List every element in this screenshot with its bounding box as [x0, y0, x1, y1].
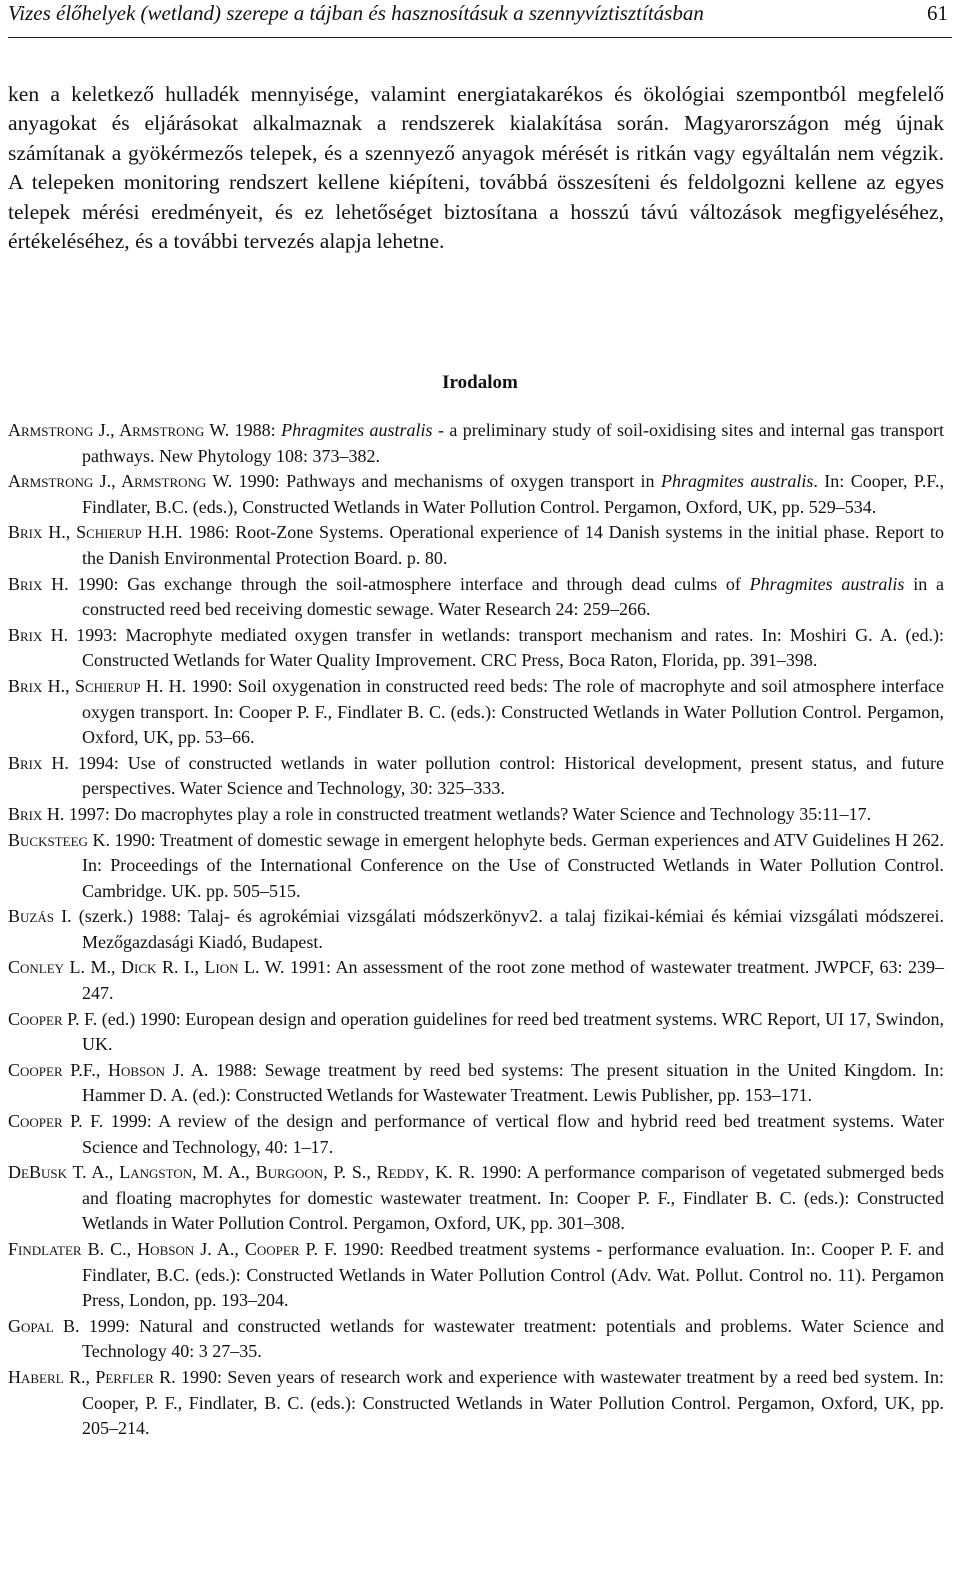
reference-authors: Brix H. — [8, 624, 69, 645]
references-list — [8, 418, 944, 1442]
reference-item — [8, 1237, 944, 1314]
reference-authors: Gopal B. — [8, 1315, 80, 1336]
reference-authors: Conley L. M., Dick R. I., Lion L. W. — [8, 957, 285, 978]
reference-authors: Cooper P. F. — [8, 1008, 98, 1029]
reference-authors: Buzás I. — [8, 906, 72, 927]
reference-authors: Brix H. — [8, 752, 69, 773]
reference-authors: Armstrong J., Armstrong W. — [8, 420, 230, 440]
reference-authors: Bucksteeg K. — [8, 829, 110, 850]
reference-item — [8, 572, 944, 623]
reference-authors: Brix H. — [8, 573, 69, 594]
reference-item — [8, 520, 944, 571]
reference-text: 1990: Reedbed treatment systems - performance evaluation. In:. Cooper P. F. and Findlater, B.C. (eds.): Constructed Wetlands in Water Pollution Control (Adv. Wat. Pollut. Control no. 11). Pergamon Press, London, pp. 193–204. — [82, 1239, 944, 1311]
running-title: Vizes élőhelyek (wetland) szerepe a tájban és hasznosításuk a szennyvíztisztításban — [8, 1, 704, 25]
reference-text: 1997: Do macrophytes play a role in constructed treatment wetlands? Water Science and Technology 35:11–17. — [64, 803, 872, 824]
running-header — [8, 0, 952, 30]
body-paragraph: ken a keletkező hulladék mennyisége, valamint energiatakarékos és ökológiai szempontból megfelelő anyagokat és eljárásokat alkalmaznak a rendszerek kialakítása során. Magyarországon még újnak számítanak a gyökérmezős telepek, és a szennyező anyagok mérését is ritkán vagy egyáltalán nem végzik. A telepeken monitoring rendszert kellene kiépíteni, továbbá összesíteni és feldolgozni kellene az egyes telepek mérési eredményeit, és ez lehetőséget biztosítana a hosszú távú változások megfigyeléséhez, értékeléséhez, és a további tervezés alapja lehetne. — [8, 82, 944, 254]
reference-text-continued: . In: Cooper, P.F., Findlater, B.C. (eds.), Constructed Wetlands in Water Pollution Control. Pergamon, Oxford, UK, pp. 529–534. — [82, 471, 944, 517]
reference-text: 1986: Root-Zone Systems. Operational experience of 14 Danish systems in the initial phase. Report to the Danish Environmental Protection Board. p. 80. — [82, 522, 944, 568]
reference-text: 1999: Natural and constructed wetlands for wastewater treatment: potentials and problems. Water Science and Technology 40: 3 27–35. — [79, 1315, 944, 1362]
reference-authors: DeBusk T. A., Langston, M. A., Burgoon, P. S., Reddy, K. R. — [8, 1162, 475, 1183]
reference-item — [8, 1160, 944, 1237]
reference-item — [8, 904, 944, 955]
reference-text: 1990: A performance comparison of vegetated submerged beds and floating macrophytes for domestic wastewater treatment. In: Cooper P. F., Findlater B. C. (eds.): Constructed Wetlands in Water Pollution Control. Pergamon, Oxford, UK, pp. 301–308. — [82, 1162, 944, 1234]
reference-item — [8, 1007, 944, 1058]
reference-species-name: Phragmites australis — [281, 420, 433, 440]
reference-item — [8, 623, 944, 674]
header-rule — [8, 37, 952, 38]
reference-species-name: Phragmites australis — [749, 573, 905, 594]
reference-authors: Brix H., Schierup H. H. — [8, 675, 187, 696]
reference-item — [8, 828, 944, 905]
reference-item — [8, 1109, 944, 1160]
reference-item — [8, 802, 944, 828]
page-number: 61 — [927, 1, 948, 25]
reference-item — [8, 955, 944, 1006]
reference-text-continued: in a constructed reed bed receiving domestic sewage. Water Research 24: 259–266. — [82, 573, 944, 620]
reference-authors: Findlater B. C., Hobson J. A., Cooper P. F. — [8, 1239, 338, 1259]
reference-text: 1990: Gas exchange through the soil-atmosphere interface and through dead culms of — [68, 573, 750, 594]
reference-authors: Brix H., Schierup H.H. — [8, 522, 183, 543]
reference-item — [8, 1365, 944, 1442]
reference-species-name: Phragmites australis — [660, 471, 814, 492]
reference-authors: Haberl R., Perfler R. — [8, 1366, 176, 1387]
reference-text: 1988: Sewage treatment by reed bed systems: The present situation in the United Kingdom. In: Hammer D. A. (ed.): Constructed Wetlands for Wastewater Treatment. Lewis Publisher, pp. 153–171. — [82, 1059, 944, 1106]
reference-text: 1990: Treatment of domestic sewage in emergent helophyte beds. German experiences and ATV Guidelines H 262. In: Proceedings of the International Conference on the Use of Constructed Wetlands in Water Pollution Control. Cambridge. UK. pp. 505–515. — [82, 829, 944, 901]
references-heading: Irodalom — [442, 372, 518, 393]
reference-authors: Cooper P. F. — [8, 1111, 104, 1132]
reference-authors: Brix H. — [8, 803, 65, 824]
reference-text: 1990: Soil oxygenation in constructed reed beds: The role of macrophyte and soil atmosphere interface oxygen transport. In: Cooper P. F., Findlater B. C. (eds.): Constructed Wetlands in Water Pollution Control. Pergamon, Oxford, UK, pp. 53–66. — [82, 675, 944, 748]
reference-text: 1994: Use of constructed wetlands in water pollution control: Historical development, present status, and future perspectives. Water Science and Technology, 30: 325–333. — [68, 752, 944, 799]
reference-text: 1999: A review of the design and performance of vertical flow and hybrid reed bed treatment systems. Water Science and Technology, 40: 1–17. — [82, 1111, 944, 1157]
reference-text: 1993: Macrophyte mediated oxygen transfer in wetlands: transport mechanism and rates. In: Moshiri G. A. (ed.): Constructed Wetlands for Water Quality Improvement. CRC Press, Boca Raton, Florida, pp. 391–398. — [68, 624, 944, 671]
body-text — [8, 80, 944, 256]
reference-text: 1990: Pathways and mechanisms of oxygen transport in — [232, 471, 661, 492]
reference-item — [8, 418, 944, 469]
reference-authors: Cooper P.F., Hobson J. A. — [8, 1059, 209, 1080]
reference-item — [8, 674, 944, 751]
reference-text: (ed.) 1990: European design and operation guidelines for reed bed treatment systems. WRC Report, UI 17, Swindon, UK. — [82, 1008, 944, 1055]
reference-text-continued: - a preliminary study of soil-oxidising sites and internal gas transport pathways. New Phytology 108: 373–382. — [82, 420, 944, 466]
reference-item — [8, 469, 944, 520]
reference-text: 1988: — [229, 420, 282, 440]
reference-item — [8, 751, 944, 802]
reference-item — [8, 1314, 944, 1365]
reference-text: 1991: An assessment of the root zone method of wastewater treatment. JWPCF, 63: 239–247. — [82, 957, 944, 1004]
reference-text: 1990: Seven years of research work and experience with wastewater treatment by a reed bed system. In: Cooper, P. F., Findlater, B. C. (eds.): Constructed Wetlands in Water Pollution Control. Pergamon, Oxford, UK, pp. 205–214. — [82, 1366, 944, 1439]
reference-text: (szerk.) 1988: Talaj- és agrokémiai vizsgálati módszerkönyv2. a talaj fizikai-kémiai és kémiai vizsgálati módszerei. Mezőgazdasági Kiadó, Budapest. — [71, 906, 944, 952]
reference-authors: Armstrong J., Armstrong W. — [8, 471, 233, 492]
reference-item — [8, 1058, 944, 1109]
